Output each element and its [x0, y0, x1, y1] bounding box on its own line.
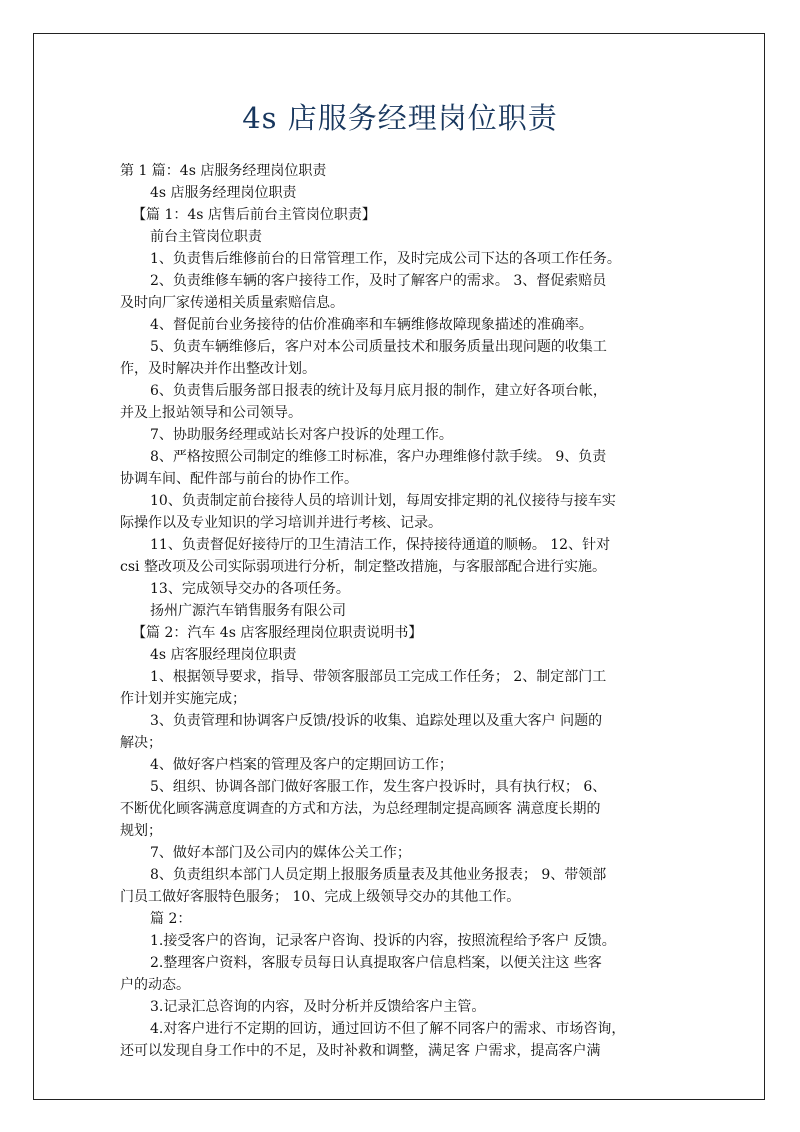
text-line: 8、负责组织本部门人员定期上报服务质量表及其他业务报表； 9、带领部	[150, 867, 607, 883]
text-line: 4、做好客户档案的管理及客户的定期回访工作；	[150, 757, 453, 773]
text-line: 及时向厂家传递相关质量索赔信息。	[120, 295, 344, 311]
text-line: 2、负责维修车辆的客户接待工作，及时了解客户的需求。 3、督促索赔员	[150, 273, 607, 289]
text-line: 户的动态。	[120, 977, 190, 993]
text-line: 还可以发现自身工作中的不足，及时补救和调整，满足客 户需求，提高客户满	[120, 1043, 601, 1059]
text-line: 4.对客户进行不定期的回访，通过回访不但了解不同客户的需求、市场咨询，	[150, 1021, 626, 1037]
text-line: 作计划并实施完成；	[120, 691, 246, 707]
text-line: 不断优化顾客满意度调查的方式和方法，为总经理制定提高顾客 满意度长期的	[120, 801, 601, 817]
text-line: 1、负责售后维修前台的日常管理工作，及时完成公司下达的各项工作任务。	[150, 251, 621, 267]
text-line: 1、根据领导要求，指导、带领客服部员工完成工作任务； 2、制定部门工	[150, 669, 607, 685]
text-line: 4s 店服务经理岗位职责	[150, 185, 297, 201]
text-line: 协调车间、配件部与前台的协作工作。	[120, 471, 358, 487]
text-line: 【篇 1：4s 店售后前台主管岗位职责】	[132, 207, 376, 223]
text-line: 7、做好本部门及公司内的媒体公关工作；	[150, 845, 411, 861]
text-line: 7、协助服务经理或站长对客户投诉的处理工作。	[150, 427, 453, 443]
text-line: 10、负责制定前台接待人员的培训计划，每周安排定期的礼仪接待与接车实	[150, 493, 616, 509]
text-line: 篇 2：	[150, 911, 192, 927]
text-line: 5、组织、协调各部门做好客服工作，发生客户投诉时，具有执行权； 6、	[150, 779, 607, 795]
text-line: 【篇 2：汽车 4s 店客服经理岗位职责说明书】	[132, 625, 423, 641]
text-line: 11、负责督促好接待厅的卫生清洁工作，保持接待通道的顺畅。 12、针对	[150, 537, 611, 553]
text-line: 规划；	[120, 823, 162, 839]
text-line: 3、负责管理和协调客户反馈/投诉的收集、追踪处理以及重大客户 问题的	[150, 713, 603, 729]
text-line: 作，及时解决并作出整改计划。	[120, 361, 316, 377]
text-line: csi 整改项及公司实际弱项进行分析，制定整改措施，与客服部配合进行实施。	[120, 559, 606, 575]
text-line: 并及上报站领导和公司领导。	[120, 405, 302, 421]
document-body	[120, 160, 690, 1062]
text-line: 4、督促前台业务接待的估价准确率和车辆维修故障现象描述的准确率。	[150, 317, 593, 333]
text-line: 2.整理客户资料，客服专员每日认真提取客户信息档案，以便关注这 些客	[150, 955, 602, 971]
text-line: 1.接受客户的咨询，记录客户咨询、投诉的内容，按照流程给予客户 反馈。	[150, 933, 616, 949]
text-line: 际操作以及专业知识的学习培训并进行考核、记录。	[120, 515, 442, 531]
text-line: 8、严格按照公司制定的维修工时标准，客户办理维修付款手续。 9、负责	[150, 449, 607, 465]
text-line: 第 1 篇：4s 店服务经理岗位职责	[120, 163, 327, 179]
text-line: 扬州广源汽车销售服务有限公司	[150, 603, 346, 619]
text-line: 解决；	[120, 735, 162, 751]
text-line: 前台主管岗位职责	[150, 229, 262, 245]
text-line: 3.记录汇总咨询的内容，及时分析并反馈给客户主管。	[150, 999, 486, 1015]
text-line: 6、负责售后服务部日报表的统计及每月底月报的制作，建立好各项台帐，	[150, 383, 607, 399]
text-line: 门员工做好客服特色服务； 10、完成上级领导交办的其他工作。	[120, 889, 521, 905]
text-line: 4s 店客服经理岗位职责	[150, 647, 297, 663]
text-line: 13、完成领导交办的各项任务。	[150, 581, 350, 597]
document-title: 4s 店服务经理岗位职责	[242, 101, 558, 135]
text-line: 5、负责车辆维修后，客户对本公司质量技术和服务质量出现问题的收集工	[150, 339, 607, 355]
